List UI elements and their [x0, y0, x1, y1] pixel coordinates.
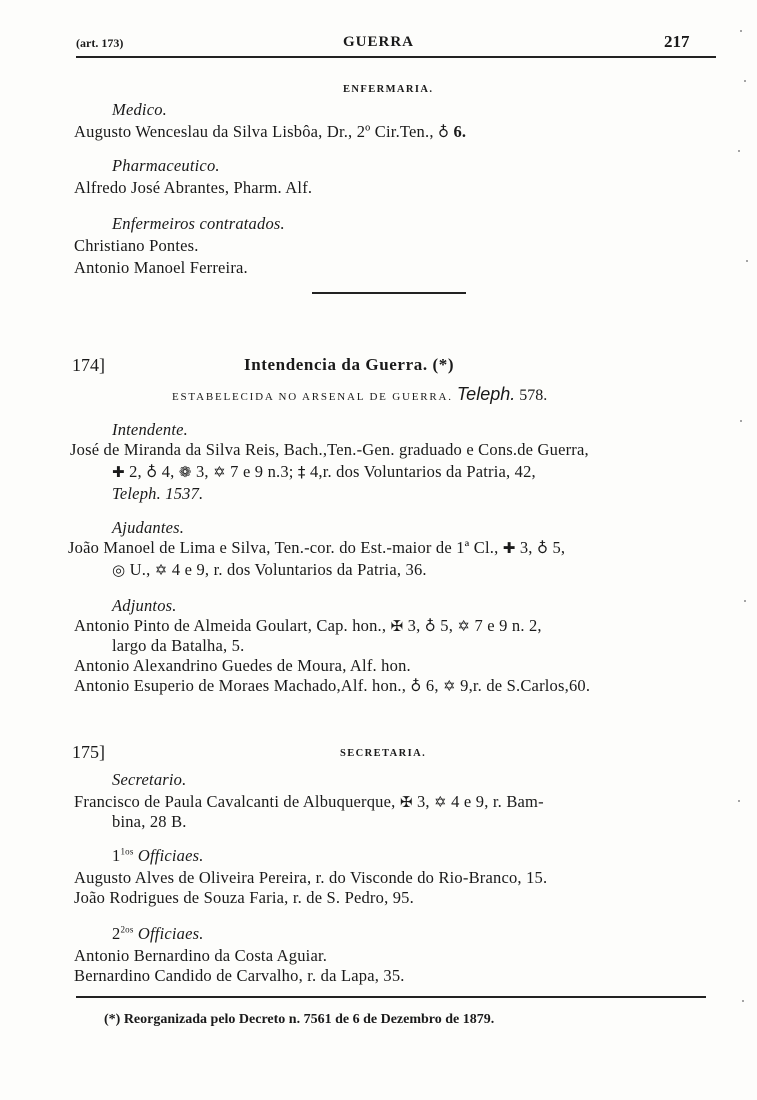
medal-icon: ♁	[536, 539, 549, 557]
section-divider	[312, 292, 466, 294]
medal-icon: ♁	[424, 617, 436, 635]
adjunto-2: Antonio Alexandrino Guedes de Moura, Alf. hon.	[74, 656, 411, 675]
secretario-line-1	[74, 792, 544, 812]
medal-icon: ♁	[437, 123, 450, 141]
medal-icon: ♁	[410, 677, 422, 695]
segundo-2: Bernardino Candido de Carvalho, r. da Lapa, 35.	[74, 966, 405, 985]
sec-l1-c: 4 e 9, r. Bam-	[451, 792, 544, 811]
circle-icon: ◎	[112, 561, 126, 579]
scan-speck	[738, 150, 740, 152]
dagger-icon: ‡	[297, 463, 306, 481]
medico-num: 6.	[453, 122, 467, 141]
section-174-number: 174]	[72, 355, 105, 375]
teleph-label: Teleph.	[456, 384, 516, 404]
cross-icon: ✠	[399, 793, 413, 811]
teleph-number: 578.	[519, 387, 548, 404]
enfermeiro-2: Antonio Manoel Ferreira.	[74, 258, 248, 277]
adjunto-1-line-2: largo da Batalha, 5.	[112, 636, 245, 655]
section-174-title: Intendencia da Guerra. (*)	[244, 355, 455, 374]
star-icon: ✡	[154, 561, 168, 579]
star-icon: ✡	[434, 793, 447, 811]
secretario-line-2: bina, 28 B.	[112, 812, 187, 831]
star-icon: ✡	[457, 617, 471, 635]
scan-speck	[740, 30, 742, 32]
segundos-label	[112, 924, 204, 944]
scan-speck	[738, 800, 740, 802]
section-174-subtitle	[172, 384, 547, 405]
primeiros-text: Officiaes.	[137, 846, 204, 865]
primeiro-2: João Rodrigues de Souza Faria, r. de S. Pedro, 95.	[74, 888, 414, 907]
adj-3-b: 6,	[425, 676, 439, 695]
intendente-l2-d: 7 e 9 n.3;	[230, 462, 294, 481]
rose-icon: ❁	[178, 463, 192, 481]
intendente-line-2	[112, 462, 536, 482]
medico-entry	[74, 122, 466, 142]
secretario-label: Secretario.	[112, 770, 187, 789]
intendente-line-3: Teleph. 1537.	[112, 484, 204, 503]
header-article-ref: (art. 173)	[76, 36, 124, 50]
medico-text: Augusto Wenceslau da Silva Lisbôa, Dr., 2º Cir.Ten.,	[74, 122, 434, 141]
segundos-sup: 2os	[120, 924, 134, 935]
primeiro-1: Augusto Alves de Oliveira Pereira, r. do Visconde do Rio-Branco, 15.	[74, 868, 548, 887]
header-title: GUERRA	[343, 34, 415, 50]
footnote-rule	[76, 996, 706, 998]
cross-icon: ✠	[390, 617, 404, 635]
sec-l1-a: Francisco de Paula Cavalcanti de Albuquerque,	[74, 792, 396, 811]
footnote: (*) Reorganizada pelo Decreto n. 7561 de 6 de Dezembro de 1879.	[104, 1012, 495, 1027]
adjuntos-label: Adjuntos.	[112, 596, 177, 615]
ajudantes-label: Ajudantes.	[112, 518, 185, 537]
subtitle-caps: ESTABELECIDA NO ARSENAL DE GUERRA.	[172, 391, 453, 403]
ajudantes-l1-c: 5,	[552, 538, 566, 557]
scan-speck	[742, 1000, 744, 1002]
adj-3-c: 9,r. de S.Carlos,60.	[460, 676, 591, 695]
scan-speck	[744, 600, 746, 602]
adj-1-c: 5,	[440, 616, 454, 635]
adj-1-a: Antonio Pinto de Almeida Goulart, Cap. hon.,	[74, 616, 387, 635]
adj-3-a: Antonio Esuperio de Moraes Machado,Alf. hon.,	[74, 676, 407, 695]
medico-label: Medico.	[112, 100, 168, 119]
header-rule	[76, 56, 716, 58]
segundo-1: Antonio Bernardino da Costa Aguiar.	[74, 946, 328, 965]
pharm-entry: Alfredo José Abrantes, Pharm. Alf.	[74, 178, 313, 197]
medal-icon: ♁	[146, 463, 158, 481]
adj-1-d: 7 e 9 n. 2,	[474, 616, 542, 635]
intendente-l2-a: 2,	[129, 462, 142, 481]
adjunto-1-line-1	[74, 616, 542, 636]
adjunto-3	[74, 676, 590, 696]
page-number: 217	[664, 32, 690, 51]
primeiros-number: $1^{1os}$	[112, 846, 134, 865]
pharm-label: Pharmaceutico.	[112, 156, 220, 175]
primeiros-sup: 1os	[120, 846, 134, 857]
intendente-l2-b: 4,	[161, 462, 175, 481]
scan-speck	[746, 260, 748, 262]
ajudantes-line-1	[68, 538, 565, 558]
ajudantes-line-2	[112, 560, 427, 580]
star-icon: ✡	[443, 677, 456, 695]
ajudantes-l2-b: 4 e 9, r. dos Voluntarios da Patria, 36.	[171, 560, 427, 579]
adj-1-b: 3,	[407, 616, 421, 635]
ajudantes-l1-a: João Manoel de Lima e Silva, Ten.-cor. do Est.-maior de 1ª Cl.,	[68, 538, 499, 557]
sec-l1-b: 3,	[416, 792, 430, 811]
enfermeiros-label: Enfermeiros contratados.	[112, 214, 285, 233]
enfermeiro-1: Christiano Pontes.	[74, 236, 199, 255]
scan-speck	[744, 80, 746, 82]
segundos-text: Officiaes.	[137, 924, 204, 943]
intendente-l2-e: 4,r. dos Voluntarios da Patria, 42,	[309, 462, 536, 481]
plus-icon: ✚	[112, 463, 125, 481]
intendente-line-1: José de Miranda da Silva Reis, Bach.,Ten.-Gen. graduado e Cons.de Guerra,	[70, 440, 589, 459]
scan-speck	[740, 420, 742, 422]
segundos-number: $2^{2os}$	[112, 924, 134, 943]
secretaria-heading: SECRETARIA.	[340, 748, 427, 759]
ajudantes-l1-b: 3,	[519, 538, 533, 557]
section-175-number: 175]	[72, 742, 105, 762]
enfermaria-heading: ENFERMARIA.	[343, 84, 434, 95]
intendente-label: Intendente.	[112, 420, 188, 439]
primeiros-label	[112, 846, 204, 866]
star-icon: ✡	[213, 463, 226, 481]
intendente-l2-c: 3,	[195, 462, 209, 481]
ajudantes-l2-a: U.,	[129, 560, 151, 579]
plus-icon: ✚	[502, 539, 516, 557]
